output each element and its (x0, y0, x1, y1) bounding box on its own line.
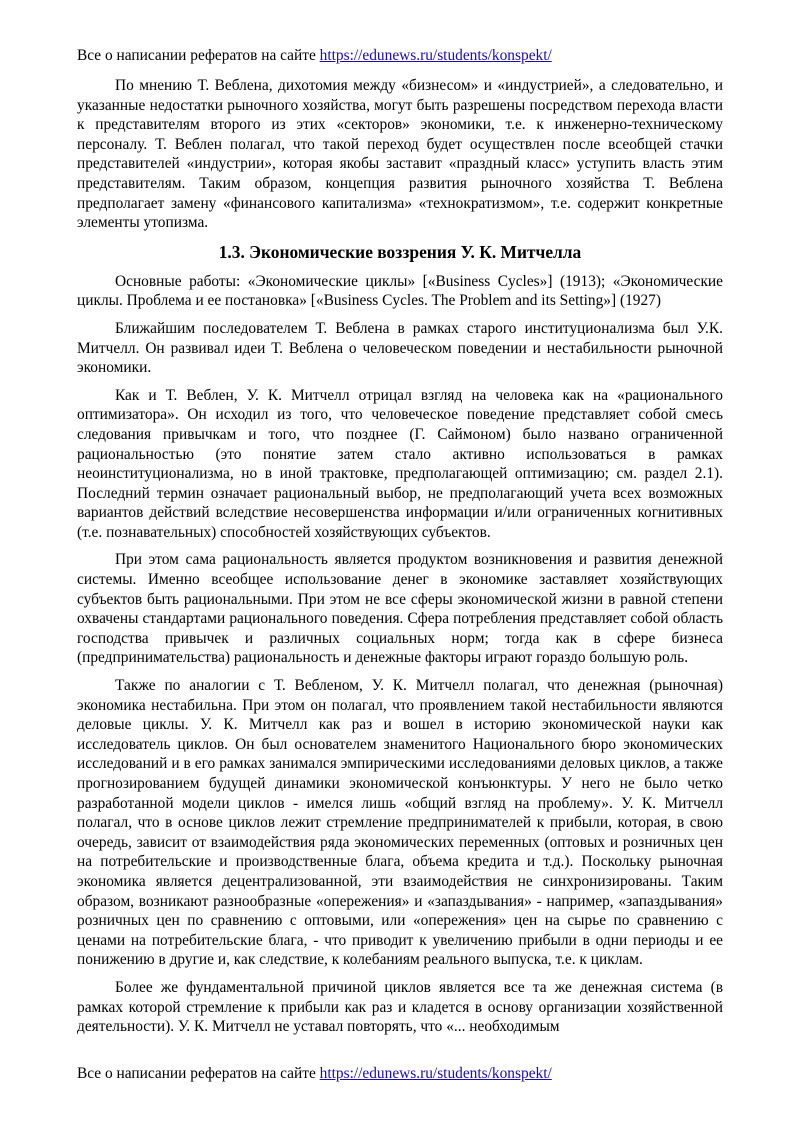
paragraph-bounded-rationality: Как и Т. Веблен, У. К. Митчелл отрицал взгляд на человека как на «рационального оптимизатора». Он исходил из того, что человеческое поведение представляет собой смесь следования привычкам и того, что позднее (Г. Саймоном) было названо ограниченной рациональностью (это понятие затем стало активно использоваться в рамках неоинституционализма, но в иной трактовке, предполагающей оптимизацию; см. раздел 2.1). Последний термин означает рациональный выбор, не предполагающий учета всех возможных вариантов действий вследствие несовершенства информации и/или ограниченных когнитивных (т.е. познавательных) способностей хозяйствующих субъектов. (77, 386, 723, 541)
document-body (77, 76, 723, 1045)
paragraph-mitchell-follower: Ближайшим последователем Т. Веблена в рамках старого институционализма был У.К. Митчелл. Он развивал идеи Т. Веблена о человеческом поведении и нестабильности рыночной экономики. (77, 319, 723, 377)
paragraph-main-works: Основные работы: «Экономические циклы» [«Business Cycles»] (1913); «Экономические циклы. Проблема и ее постановка» [«Business Cycles. The Problem and its Setting»] (1927) (77, 272, 723, 310)
paragraph-business-cycles: Также по аналогии с Т. Вебленом, У. К. Митчелл полагал, что денежная (рыночная) экономика нестабильна. При этом он полагал, что проявлением такой нестабильности являются деловые циклы. У. К. Митчелл как раз и вошел в историю экономической науки как исследователь циклов. Он был основателем знаменитого Национального бюро экономических исследований и в его рамках занимался эмпирическими исследованиями деловых циклов, а также прогнозированием будущей динамики экономической конъюнктуры. У него не было четко разработанной модели циклов - имелся лишь «общий взгляд на проблему». У. К. Митчелл полагал, что в основе циклов лежит стремление предпринимателей к прибыли, которая, в свою очередь, зависит от взаимодействия ряда экономических переменных (оптовых и розничных цен на потребительские и производственные блага, объема кредита и т.д.). Поскольку рыночная экономика является децентрализованной, эти взаимодействия не синхронизированы. Таким образом, возникают разнообразные «опережения» и «запаздывания» - например, «запаздывания» розничных цен по сравнению с оптовыми, или «опережения» цен на сырье по сравнению с ценами на потребительские блага, - что приводит к увеличению прибыли в одни периоды и ее понижению в другие и, как следствие, к колебаниям реального выпуска, т.е. к циклам. (77, 677, 723, 969)
section-heading: 1.3. Экономические воззрения У. К. Митчелла (218, 241, 582, 262)
paragraph-veblen-technocracy: По мнению Т. Веблена, дихотомия между «бизнесом» и «индустрией», а следовательно, и указанные недостатки рыночного хозяйства, могут быть разрешены посредством перехода власти к представителям второго из этих «секторов» экономики, т.е. к инженерно-техническому персоналу. Т. Веблен полагал, что такой переход будет осуществлен после всеобщей стачки представителей «индустрии», которая якобы заставит «праздный класс» уступить власть этим представителям. Таким образом, концепция развития рыночного хозяйства Т. Веблена предполагает замену «финансового капитализма» «технократизмом», т.е. содержит конкретные элементы утопизма. (77, 77, 723, 232)
footer-link[interactable]: https://edunews.ru/students/konspekt/ (319, 1065, 552, 1082)
paragraph-cycle-causes: Более же фундаментальной причиной циклов является все та же денежная система (в рамках которой стремление к прибыли как раз и кладется в основу организации хозяйственной деятельности). У. К. Митчелл не уставал повторять, что «... необходимым (77, 978, 723, 1036)
page-footer (77, 1064, 724, 1084)
page-header (77, 46, 724, 66)
footer-text: Все о написании рефератов на сайте (77, 1065, 320, 1082)
header-link[interactable]: https://edunews.ru/students/konspekt/ (319, 47, 552, 64)
header-text: Все о написании рефератов на сайте (77, 47, 320, 64)
paragraph-monetary-rationality: При этом сама рациональность является продуктом возникновения и развития денежной системы. Именно всеобщее использование денег в экономике заставляет хозяйствующих субъектов быть рациональными. При этом не все сферы экономической жизни в равной степени охвачены стандартами рационального поведения. Сфера потребления представляет собой область господства привычек и различных социальных норм; тогда как в сфере бизнеса (предпринимательства) рациональность и денежные факторы играют гораздо большую роль. (77, 551, 723, 667)
